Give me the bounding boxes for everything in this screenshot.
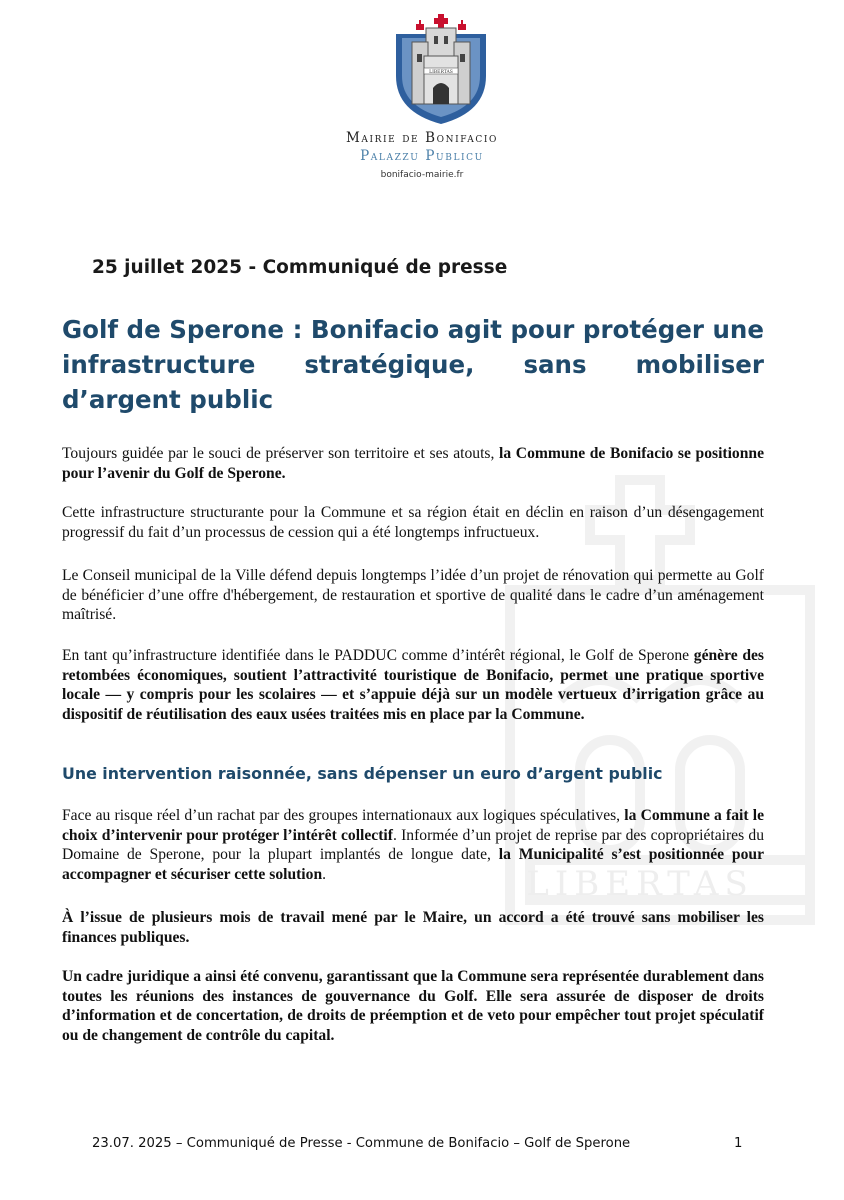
paragraph-6: À l’issue de plusieurs mois de travail mené par le Maire, un accord a été trouvé sans mobiliser les finances publiques.: [62, 909, 764, 946]
header-palazzu: Palazzu Publicu: [360, 148, 484, 164]
page-title: Golf de Sperone : Bonifacio agit pour protéger une infrastructure stratégique, sans mobiliser d’argent public: [62, 315, 764, 414]
paragraph-5: Face au risque réel d’un rachat par des groupes internationaux aux logiques spéculatives, la Commune a fait le choix d’intervenir pour protéger l’intérêt collectif. Informée d’un projet de reprise par des copropriétaires du Domaine de Sperone, pour la plupart implantés de longue date, la Municipalité s’est positionnée pour accompagner et sécuriser cette solution.: [62, 807, 765, 883]
paragraph-2: Cette infrastructure structurante pour la Commune et sa région était en déclin en raison d’un désengagement progressif du fait d’un processus de cession qui a été longtemps infructueux.: [62, 504, 764, 541]
page-number: 1: [734, 1136, 743, 1151]
watermark-motto: LIBERTAS: [526, 864, 754, 904]
footer-text: 23.07. 2025 – Communiqué de Presse - Commune de Bonifacio – Golf de Sperone: [92, 1136, 631, 1151]
header-mairie: Mairie de Bonifacio: [345, 130, 499, 146]
paragraph-7: Un cadre juridique a ainsi été convenu, garantissant que la Commune sera représentée durablement dans toutes les réunions des instances de gouvernance du Golf. Elle sera assurée de disposer de droits d’information et de concertation, de droits de préemption et de veto pour empêcher tout projet spéculatif ou de changement de contrôle du capital.: [62, 968, 764, 1044]
paragraph-3: Le Conseil municipal de la Ville défend depuis longtemps l’idée d’un projet de rénovation qui permette au Golf de bénéficier d’une offre d'hébergement, de restauration et sportive de qualité dans le cadre d’un aménagement maîtrisé.: [62, 567, 764, 624]
paragraph-1: Toujours guidée par le souci de préserver son territoire et ses atouts, la Commune de Bonifacio se positionne pour l’avenir du Golf de Sperone.: [62, 445, 764, 482]
section-heading: Une intervention raisonnée, sans dépenser un euro d’argent public: [62, 764, 663, 783]
press-release-date: 25 juillet 2025 - Communiqué de presse: [92, 257, 508, 278]
bonifacio-coat-of-arms-logo: [394, 14, 488, 126]
svg-text:LIBERTAS: LIBERTAS: [429, 70, 453, 75]
header-website: bonifacio-mairie.fr: [380, 170, 464, 180]
paragraph-4: En tant qu’infrastructure identifiée dans le PADDUC comme d’intérêt régional, le Golf de Sperone génère des retombées économiques, soutient l’attractivité touristique de Bonifacio, permet une pratique sportive locale — y compris pour les scolaires — et s’appuie déjà sur un modèle vertueux d’irrigation grâce au dispositif de réutilisation des eaux usées traitées mis en place par la Commune.: [62, 647, 764, 723]
